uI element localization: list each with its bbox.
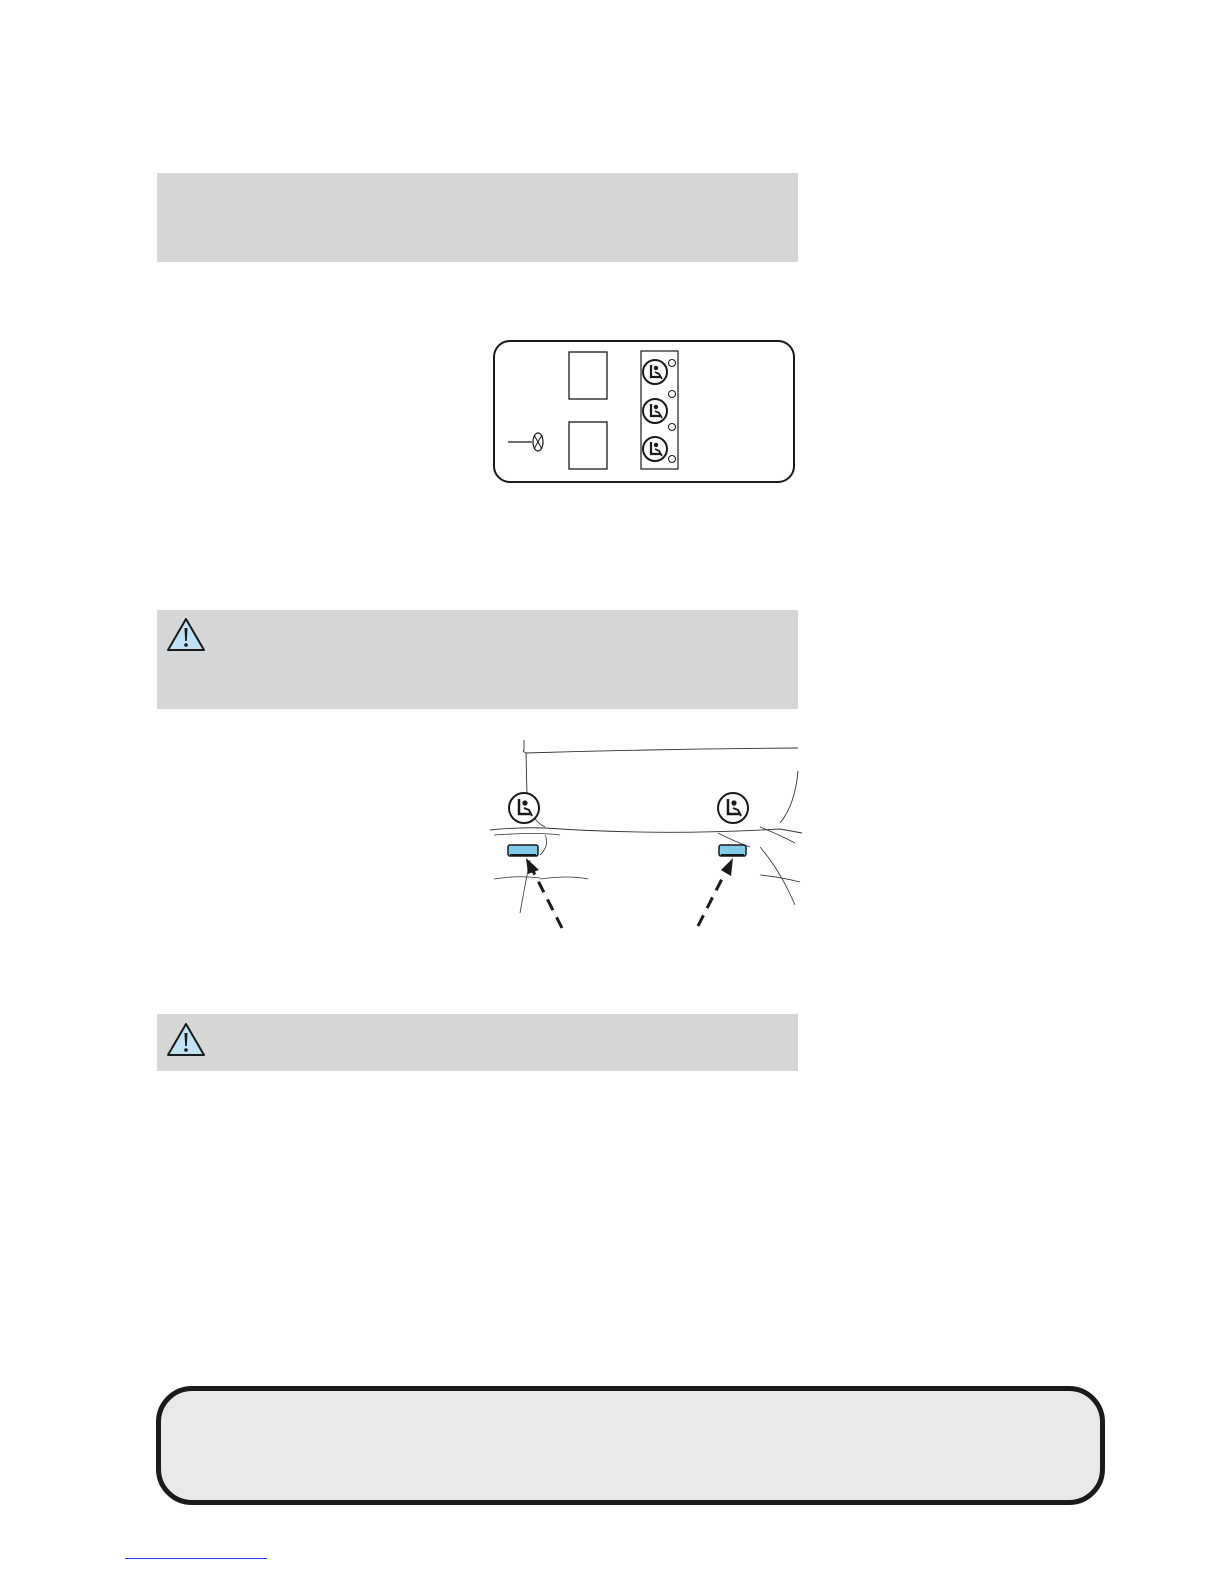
warning-triangle-icon bbox=[166, 617, 206, 653]
lower-anchor-right bbox=[719, 845, 746, 856]
tether-anchor-diagram bbox=[492, 339, 796, 485]
lower-anchor-left bbox=[508, 845, 538, 856]
warning-panel bbox=[157, 610, 798, 709]
child-seat-symbol-icon bbox=[509, 793, 539, 823]
child-seat-symbol-icon bbox=[643, 399, 667, 423]
footer-box bbox=[156, 1386, 1105, 1505]
info-panel bbox=[157, 173, 798, 262]
page-link[interactable] bbox=[125, 1558, 267, 1559]
child-seat-symbol-icon bbox=[643, 360, 667, 384]
pointer-arrow-left bbox=[526, 858, 562, 928]
child-seat-symbol-icon bbox=[718, 793, 748, 823]
lower-anchor-illustration bbox=[490, 735, 802, 935]
warning-panel bbox=[157, 1014, 798, 1071]
pointer-arrow-right bbox=[698, 858, 733, 926]
warning-triangle-icon bbox=[166, 1022, 206, 1058]
child-seat-symbol-icon bbox=[643, 437, 667, 461]
